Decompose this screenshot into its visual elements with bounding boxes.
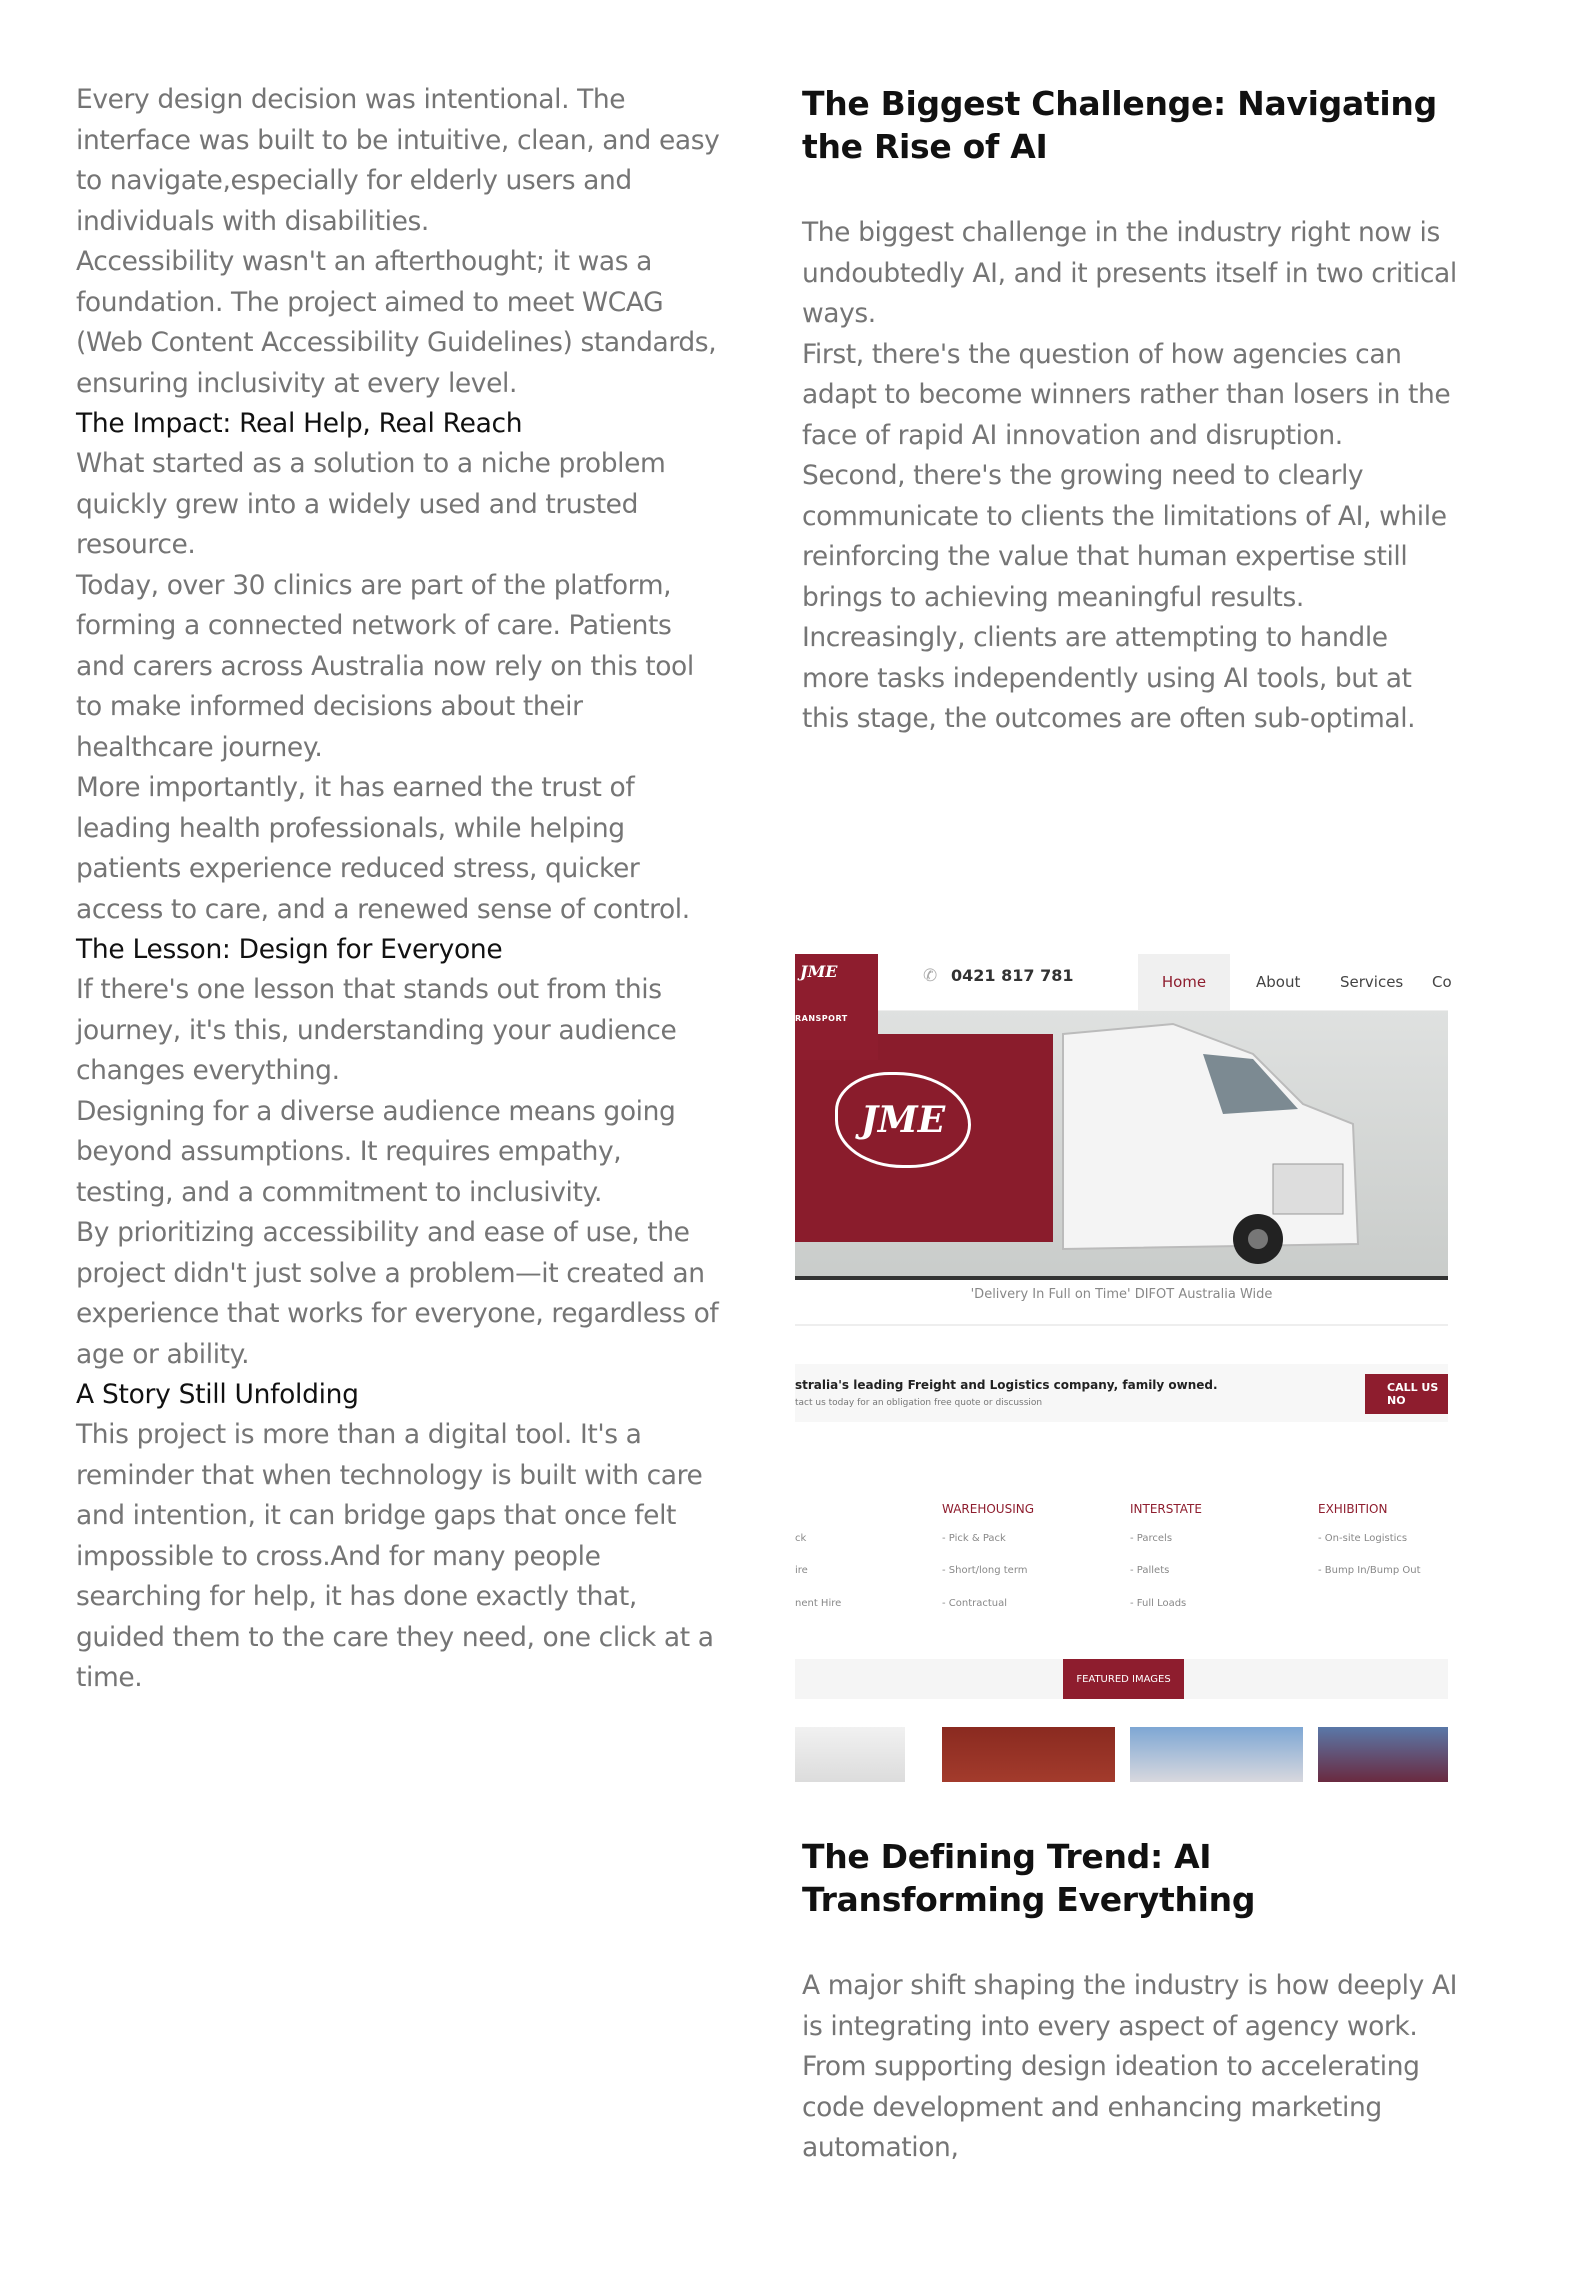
nav-contact: Co xyxy=(1432,973,1452,991)
site-nav xyxy=(795,954,1452,1011)
paragraph: First, there's the question of how agencies can adapt to become winners rather than losers in the face of rapid AI innovation and disruption. xyxy=(802,338,1451,451)
featured-thumbnail xyxy=(795,1727,905,1782)
paragraph: Every design decision was intentional. The interface was built to be intuitive, clean, and easy to navigate,especially for elderly users and individuals with disabilities. xyxy=(76,84,720,237)
paragraph: If there's one lesson that stands out from this journey, it's this, understanding your audience changes everything. xyxy=(76,974,677,1086)
service-heading: EXHIBITION xyxy=(1318,1502,1388,1516)
service-heading: INTERSTATE xyxy=(1130,1502,1202,1516)
right-column-lower xyxy=(802,1835,1462,2169)
website-screenshot-image xyxy=(795,954,1452,1782)
featured-images-label: FEATURED IMAGES xyxy=(1063,1659,1184,1699)
nav-services: Services xyxy=(1340,973,1404,991)
paragraph: Accessibility wasn't an afterthought; it was a foundation. The project aimed to meet WCAG (Web Content Accessibility Guidelines) standards, ensuring inclusivity at every level. xyxy=(76,246,717,399)
site-logo xyxy=(795,954,878,1060)
service-item: - Pick & Pack xyxy=(942,1533,1006,1544)
logo-text: JME xyxy=(800,962,838,981)
service-item: - Short/long term xyxy=(942,1565,1028,1576)
paragraph: A major shift shaping the industry is how deeply AI is integrating into every aspect of agency work. xyxy=(802,1970,1458,2042)
service-item: - Bump In/Bump Out xyxy=(1318,1565,1421,1576)
paragraph: By prioritizing accessibility and ease of use, the project didn't just solve a problem—it created an experience that works for everyone, regardless of age or ability. xyxy=(76,1217,719,1370)
section-heading-impact: The Impact: Real Help, Real Reach xyxy=(76,408,523,439)
paragraph: This project is more than a digital tool. It's a reminder that when technology is built with care and intention, it can bridge gaps that once felt impossible to cross.And for many people searching for help, it has done exactly that, guided them to the care they need, one click at a time. xyxy=(76,1419,714,1693)
service-item: - Pallets xyxy=(1130,1565,1170,1576)
nav-about: About xyxy=(1256,973,1301,991)
service-item: - Contractual xyxy=(942,1598,1008,1609)
paragraph: More importantly, it has earned the trust of leading health professionals, while helping patients experience reduced stress, quicker access to care, and a renewed sense of control. xyxy=(76,772,690,925)
section-heading-challenge: The Biggest Challenge: Navigating the Rise of AI xyxy=(802,84,1437,166)
paragraph: From supporting design ideation to accelerating code development and enhancing marketing automation, xyxy=(802,2051,1420,2163)
service-item: - Full Loads xyxy=(1130,1598,1187,1609)
service-heading: WAREHOUSING xyxy=(942,1502,1035,1516)
featured-thumbnail xyxy=(942,1727,1115,1782)
band-title: stralia's leading Freight and Logistics company, family owned. xyxy=(795,1378,1218,1392)
paragraph: The biggest challenge in the industry right now is undoubtedly AI, and it presents itself in two critical ways. xyxy=(802,217,1457,329)
service-item: ire xyxy=(795,1565,808,1576)
logo-subtext: RANSPORT xyxy=(795,1014,848,1023)
paragraph: Increasingly, clients are attempting to handle more tasks independently using AI tools, but at this stage, the outcomes are often sub-optimal. xyxy=(802,622,1416,734)
featured-thumbnail xyxy=(1318,1727,1448,1782)
paragraph: Second, there's the growing need to clearly communicate to clients the limitations of AI, while reinforcing the value that human expertise still brings to achieving meaningful results. xyxy=(802,460,1447,613)
tagline: 'Delivery In Full on Time' DIFOT Australia Wide xyxy=(970,1287,1273,1302)
section-heading-story: A Story Still Unfolding xyxy=(76,1379,359,1410)
service-item: ck xyxy=(795,1533,807,1544)
band-subtitle: tact us today for an obligation free quote or discussion xyxy=(795,1398,1043,1408)
call-button: CALL US NO xyxy=(1365,1374,1448,1414)
phone-icon: ✆ xyxy=(923,966,938,986)
truck-cab-illustration xyxy=(1053,1014,1363,1254)
road xyxy=(795,1276,1448,1280)
section-heading-trend: The Defining Trend: AI Transforming Everything xyxy=(802,1837,1256,1919)
service-item: - Parcels xyxy=(1130,1533,1173,1544)
service-item: nent Hire xyxy=(795,1598,842,1609)
right-column xyxy=(802,80,1462,740)
featured-thumbnail xyxy=(1130,1727,1303,1782)
paragraph: What started as a solution to a niche problem quickly grew into a widely used and trusted resource. xyxy=(76,448,666,560)
left-column xyxy=(76,80,726,1699)
service-item: - On-site Logistics xyxy=(1318,1533,1408,1544)
paragraph: Today, over 30 clinics are part of the platform, forming a connected network of care. Patients and carers across Australia now rely on this tool to make informed decisions about their healthcare journey. xyxy=(76,569,694,763)
paragraph: Designing for a diverse audience means going beyond assumptions. It requires empathy, testing, and a commitment to inclusivity. xyxy=(76,1095,676,1208)
section-heading-lesson: The Lesson: Design for Everyone xyxy=(76,934,503,965)
info-band xyxy=(795,1364,1448,1422)
divider xyxy=(795,1324,1448,1326)
phone-number: 0421 817 781 xyxy=(951,966,1074,985)
jme-trailer-logo: JME xyxy=(835,1072,971,1168)
nav-home: Home xyxy=(1138,954,1230,1010)
